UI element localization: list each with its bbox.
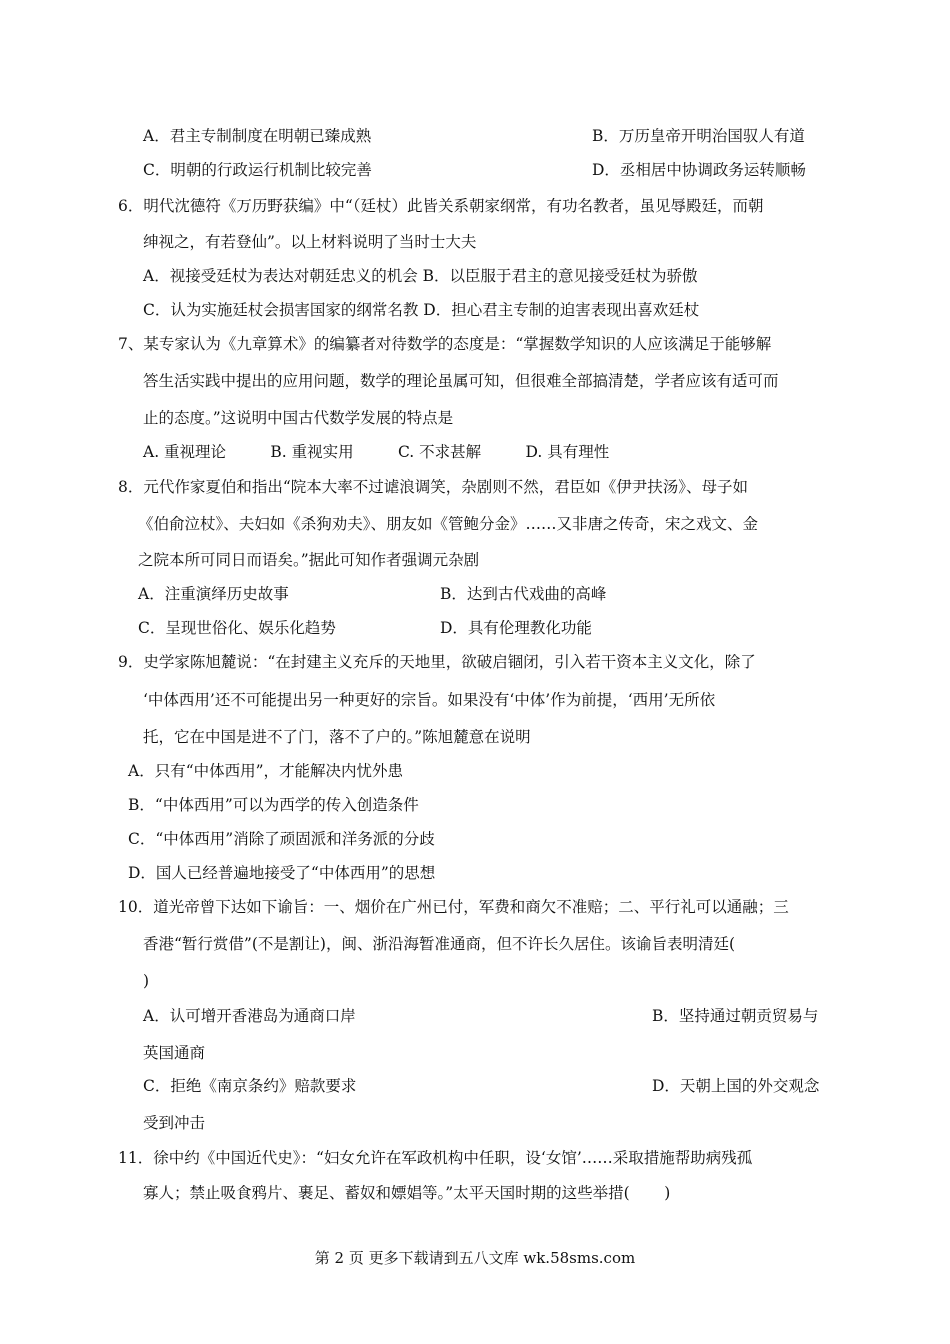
q8-option-a: A．注重演绎历史故事 [138,585,289,603]
q9-stem-line-2: ‘中体西用’还不可能提出另一种更好的宗旨。如果没有‘中体’作为前提，‘西用’无所依 [143,691,716,709]
q10-stem-line-1: 10．道光帝曾下达如下谕旨：一、烟价在广州已付，军费和商欠不准赔；二、平行礼可以通融；三 [118,898,789,916]
q6-options-cd: C．认为实施廷杖会损害国家的纲常名教 D．担心君主专制的迫害表现出喜欢廷杖 [143,301,700,319]
q10-stem-line-3: ) [143,972,150,990]
q9-option-d: D．国人已经普遍地接受了“中体西用”的思想 [128,864,436,882]
q10-option-d-continued: 受到冲击 [143,1114,206,1132]
q8-stem-line-3: 之院本所可同日而语矣。”据此可知作者强调元杂剧 [138,551,480,569]
q8-option-d: D．具有伦理教化功能 [440,619,592,637]
page-footer: 第 2 页 更多下载请到五八文库 wk.58sms.com [314,1249,636,1267]
q7-stem-line-1: 7、某专家认为《九章算术》的编纂者对待数学的态度是：“掌握数学知识的人应该满足于能够解 [118,335,772,353]
q9-option-c: C．“中体西用”消除了顽固派和洋务派的分歧 [128,830,435,848]
q8-stem-line-2: 《伯俞泣杖》、夫妇如《杀狗劝夫》、朋友如《管鲍分金》……又非唐之传奇，宋之戏文、金 [138,515,759,533]
q7-stem-line-3: 止的态度。”这说明中国古代数学发展的特点是 [143,409,454,427]
q8-stem-line-1: 8．元代作家夏伯和指出“院本大率不过谑浪调笑，杂剧则不然，君臣如《伊尹扶汤》、母子如 [118,478,749,496]
q11-stem-line-1: 11．徐中约《中国近代史》：“妇女允许在军政机构中任职，设‘女馆’……采取措施帮助病残孤 [118,1149,753,1167]
q10-option-d: D．天朝上国的外交观念 [652,1077,820,1095]
q5-option-c: C．明朝的行政运行机制比较完善 [143,161,372,179]
q10-stem-line-2: 香港“暂行赏借”(不是割让)，闽、浙沿海暂准通商，但不许长久居住。该谕旨表明清廷( [143,935,735,953]
q5-option-a: A．君主专制制度在明朝已臻成熟 [143,127,372,145]
q5-option-b: B．万历皇帝开明治国驭人有道 [592,127,805,145]
q7-stem-line-2: 答生活实践中提出的应用问题，数学的理论虽属可知，但很难全部搞清楚，学者应该有适可而 [143,372,779,390]
q10-option-a: A．认可增开香港岛为通商口岸 [143,1007,356,1025]
q9-option-a: A．只有“中体西用”，才能解决内忧外患 [128,762,404,780]
q11-stem-line-2: 寡人；禁止吸食鸦片、裹足、蓄奴和嫖娼等。”太平天国时期的这些举措( ) [143,1184,671,1202]
q10-option-b-continued: 英国通商 [143,1044,206,1062]
q6-stem-line-1: 6．明代沈德符《万历野获编》中“（廷杖）此皆关系朝家纲常，有功名教者，虽见辱殿廷，而朝 [118,197,764,215]
q7-options: A. 重视理论 B. 重视实用 C. 不求甚解 D. 具有理性 [143,443,610,461]
q6-options-ab: A．视接受廷杖为表达对朝廷忠义的机会 B．以臣服于君主的意见接受廷杖为骄傲 [143,267,698,285]
q8-option-b: B．达到古代戏曲的高峰 [440,585,607,603]
q5-option-d: D．丞相居中协调政务运转顺畅 [592,161,806,179]
q10-option-c: C．拒绝《南京条约》赔款要求 [143,1077,357,1095]
q10-option-b: B．坚持通过朝贡贸易与 [652,1007,819,1025]
q6-stem-line-2: 绅视之，有若登仙”。以上材料说明了当时士大夫 [143,233,477,251]
q9-stem-line-1: 9．史学家陈旭麓说：“在封建主义充斥的天地里，欲破启锢闭，引入若干资本主义文化，除了 [118,653,756,671]
q8-option-c: C．呈现世俗化、娱乐化趋势 [138,619,336,637]
q9-option-b: B．“中体西用”可以为西学的传入创造条件 [128,796,419,814]
q9-stem-line-3: 托，它在中国是进不了门，落不了户的。”陈旭麓意在说明 [143,728,531,746]
